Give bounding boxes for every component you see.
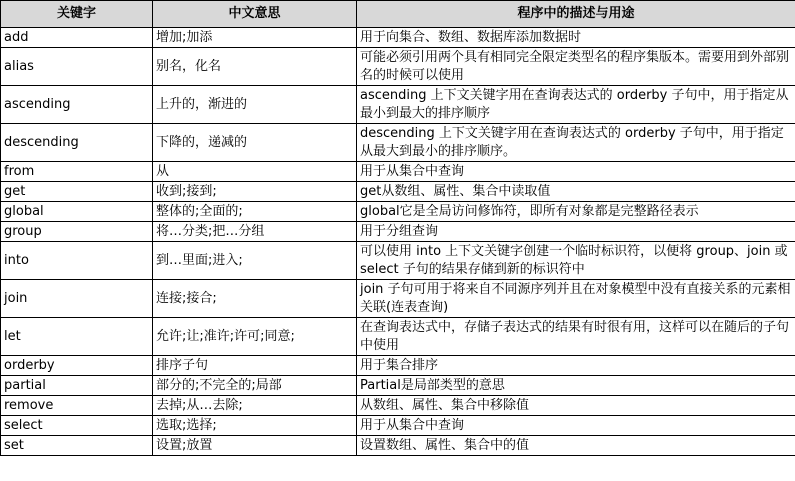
keyword-cell: remove bbox=[1, 396, 153, 416]
description-cell: Partial是局部类型的意思 bbox=[357, 376, 795, 396]
keyword-cell: select bbox=[1, 416, 153, 436]
description-cell: 用于分组查询 bbox=[357, 222, 795, 242]
meaning-cell: 排序子句 bbox=[153, 356, 357, 376]
description-cell: 用于从集合中查询 bbox=[357, 416, 795, 436]
keyword-cell: into bbox=[1, 242, 153, 280]
meaning-cell: 选取;选择; bbox=[153, 416, 357, 436]
meaning-cell: 连接;接合; bbox=[153, 280, 357, 318]
table-row bbox=[1, 318, 795, 356]
keyword-cell: let bbox=[1, 318, 153, 356]
meaning-cell: 到…里面;进入; bbox=[153, 242, 357, 280]
table-row bbox=[1, 416, 795, 436]
description-cell: 用于向集合、数组、数据库添加数据时 bbox=[357, 28, 795, 48]
table-row bbox=[1, 222, 795, 242]
description-cell: 可能必须引用两个具有相同完全限定类型名的程序集版本。需要用到外部别名的时候可以使用 bbox=[357, 48, 795, 86]
description-cell: descending 上下文关键字用在查询表达式的 orderby 子句中，用于指定从最大到最小的排序顺序。 bbox=[357, 124, 795, 162]
meaning-cell: 去掉;从…去除; bbox=[153, 396, 357, 416]
keyword-cell: orderby bbox=[1, 356, 153, 376]
description-cell: join 子句可用于将来自不同源序列并且在对象模型中没有直接关系的元素相关联(连表查询) bbox=[357, 280, 795, 318]
table-row bbox=[1, 280, 795, 318]
keyword-cell: add bbox=[1, 28, 153, 48]
meaning-cell: 部分的;不完全的;局部 bbox=[153, 376, 357, 396]
meaning-cell: 增加;加添 bbox=[153, 28, 357, 48]
keyword-cell: alias bbox=[1, 48, 153, 86]
table-row bbox=[1, 376, 795, 396]
description-cell: ascending 上下文关键字用在查询表达式的 orderby 子句中，用于指定从最小到最大的排序顺序 bbox=[357, 86, 795, 124]
meaning-cell: 将…分类;把…分组 bbox=[153, 222, 357, 242]
meaning-cell: 下降的，递减的 bbox=[153, 124, 357, 162]
description-cell: 设置数组、属性、集合中的值 bbox=[357, 436, 795, 456]
meaning-cell: 设置;放置 bbox=[153, 436, 357, 456]
header-keyword: 关键字 bbox=[1, 1, 153, 28]
description-cell: 在查询表达式中，存储子表达式的结果有时很有用，这样可以在随后的子句中使用 bbox=[357, 318, 795, 356]
table-row bbox=[1, 182, 795, 202]
header-meaning: 中文意思 bbox=[153, 1, 357, 28]
table-row bbox=[1, 396, 795, 416]
keyword-cell: from bbox=[1, 162, 153, 182]
keyword-cell: group bbox=[1, 222, 153, 242]
table-row bbox=[1, 436, 795, 456]
keyword-cell: join bbox=[1, 280, 153, 318]
description-cell: 可以使用 into 上下文关键字创建一个临时标识符，以便将 group、join 或 select 子句的结果存储到新的标识符中 bbox=[357, 242, 795, 280]
description-cell: 用于集合排序 bbox=[357, 356, 795, 376]
description-cell: get从数组、属性、集合中读取值 bbox=[357, 182, 795, 202]
table-row bbox=[1, 86, 795, 124]
keyword-cell: descending bbox=[1, 124, 153, 162]
header-row bbox=[1, 1, 795, 28]
table-row bbox=[1, 124, 795, 162]
meaning-cell: 允许;让;准许;许可;同意; bbox=[153, 318, 357, 356]
keyword-cell: set bbox=[1, 436, 153, 456]
meaning-cell: 收到;接到; bbox=[153, 182, 357, 202]
meaning-cell: 整体的;全面的; bbox=[153, 202, 357, 222]
description-cell: global它是全局访问修饰符，即所有对象都是完整路径表示 bbox=[357, 202, 795, 222]
table-row bbox=[1, 242, 795, 280]
table-row bbox=[1, 28, 795, 48]
keyword-cell: get bbox=[1, 182, 153, 202]
keyword-cell: ascending bbox=[1, 86, 153, 124]
keyword-cell: global bbox=[1, 202, 153, 222]
table-row bbox=[1, 48, 795, 86]
meaning-cell: 别名，化名 bbox=[153, 48, 357, 86]
table-row bbox=[1, 162, 795, 182]
table-row bbox=[1, 202, 795, 222]
meaning-cell: 从 bbox=[153, 162, 357, 182]
meaning-cell: 上升的，渐进的 bbox=[153, 86, 357, 124]
header-description: 程序中的描述与用途 bbox=[357, 1, 795, 28]
description-cell: 从数组、属性、集合中移除值 bbox=[357, 396, 795, 416]
keyword-cell: partial bbox=[1, 376, 153, 396]
description-cell: 用于从集合中查询 bbox=[357, 162, 795, 182]
table-row bbox=[1, 356, 795, 376]
